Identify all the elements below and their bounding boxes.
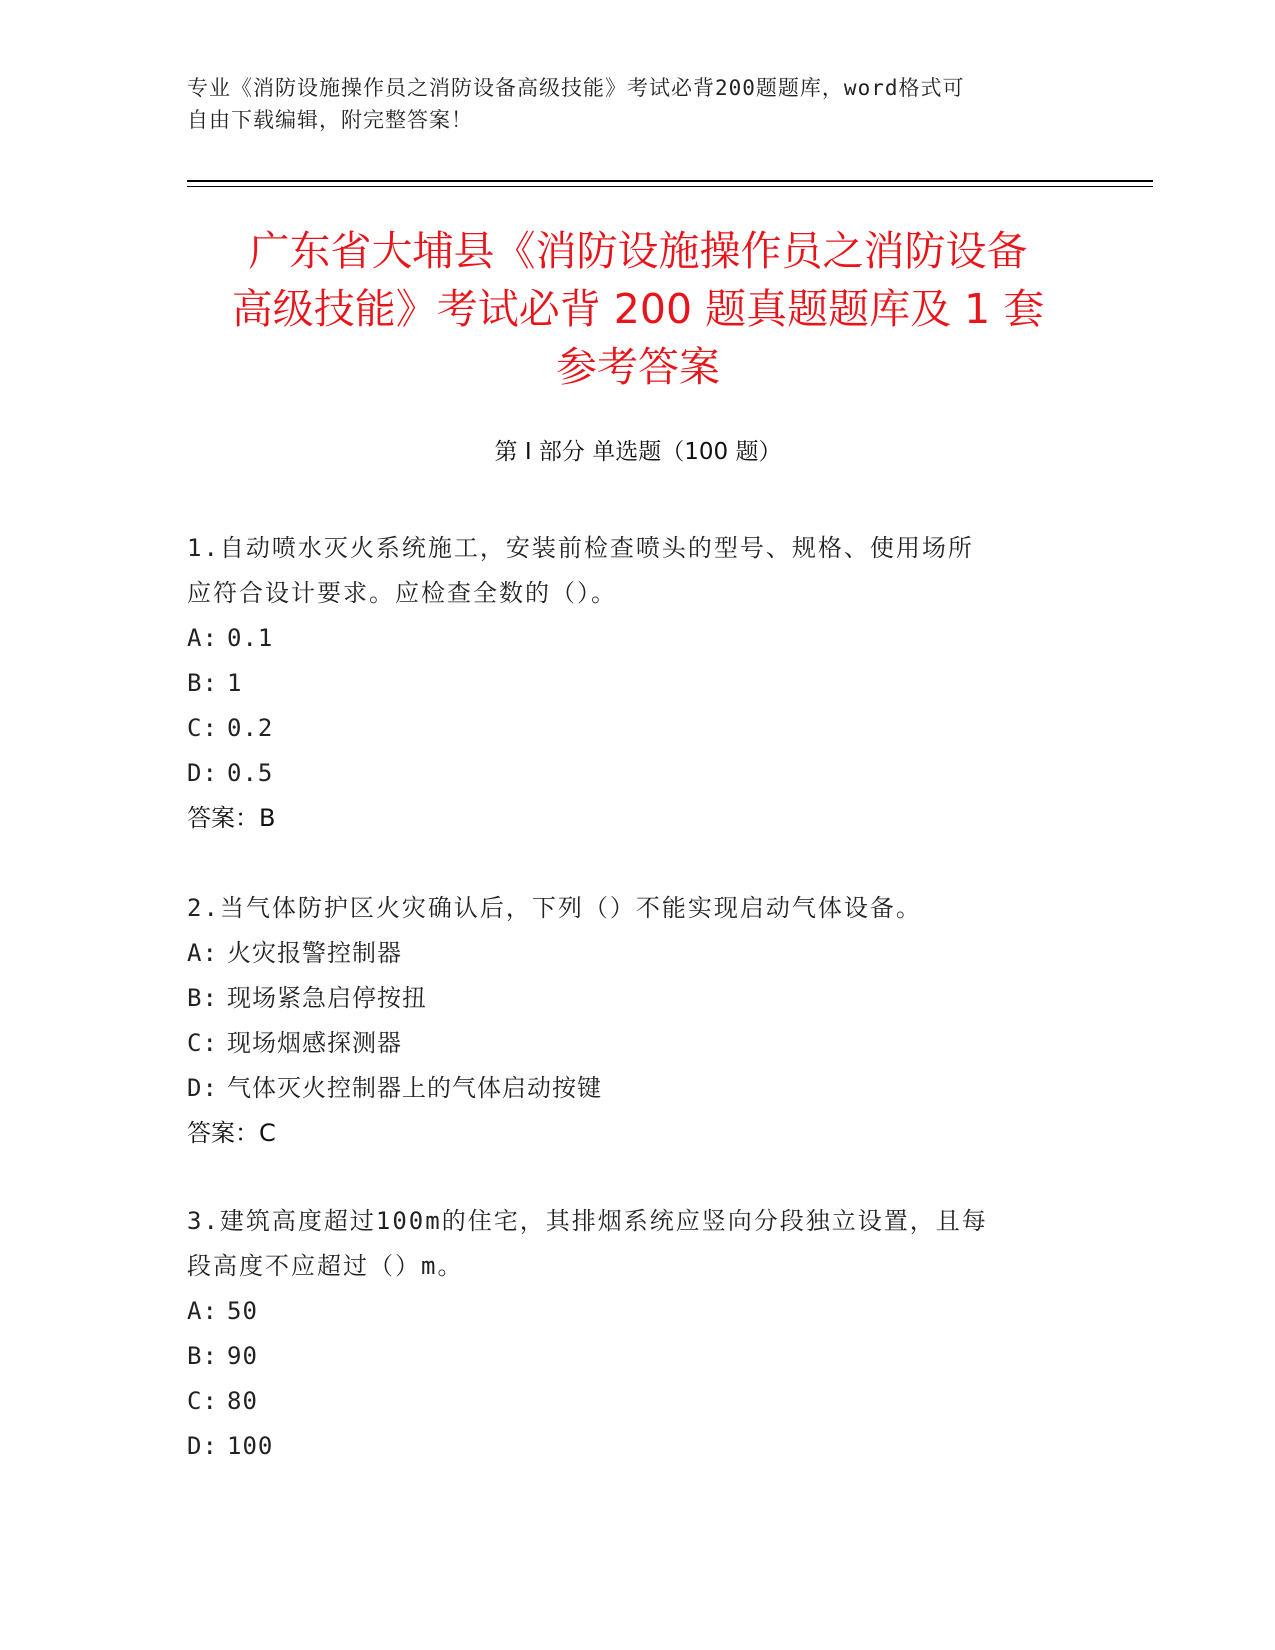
option-text: 0.5 <box>227 759 274 787</box>
question-stem <box>187 1199 1067 1289</box>
document-title <box>187 222 1089 396</box>
answer-key: 答案：B <box>187 804 276 832</box>
option-letter: C: <box>187 1387 218 1415</box>
header-divider <box>187 180 1153 182</box>
option-letter: D: <box>187 1432 218 1460</box>
option-letter: C: <box>187 714 218 742</box>
option-text: 0.2 <box>227 714 274 742</box>
header-divider <box>187 186 1153 187</box>
question-stem-line: 1.自动喷水灭火系统施工，安装前检查喷头的型号、规格、使用场所 <box>187 534 974 562</box>
option-text: 气体灭火控制器上的气体启动按键 <box>227 1074 602 1102</box>
option-text: 1 <box>227 669 243 697</box>
option-letter: D: <box>187 759 218 787</box>
option-d <box>187 1066 1067 1111</box>
answer-key: 答案：C <box>187 1119 276 1147</box>
option-a <box>187 1289 1067 1334</box>
option-text: 50 <box>227 1297 258 1325</box>
question-stem-line: 段高度不应超过（）m。 <box>187 1252 464 1280</box>
question-3 <box>187 1199 1067 1469</box>
option-b <box>187 976 1067 1021</box>
option-text: 火灾报警控制器 <box>227 939 402 967</box>
option-letter: B: <box>187 669 218 697</box>
option-c <box>187 1021 1067 1066</box>
option-letter: B: <box>187 1342 218 1370</box>
option-c <box>187 1379 1067 1424</box>
question-stem-line: 2.当气体防护区火灾确认后，下列（）不能实现启动气体设备。 <box>187 894 922 922</box>
option-text: 现场烟感探测器 <box>227 1029 402 1057</box>
header-note <box>187 72 1067 136</box>
document-title-line: 广东省大埔县《消防设施操作员之消防设备 <box>248 227 1028 275</box>
header-note-line: 自由下载编辑，附完整答案！ <box>187 108 473 132</box>
question-1 <box>187 526 1067 841</box>
option-c <box>187 706 1067 751</box>
option-d <box>187 1424 1067 1469</box>
option-text: 0.1 <box>227 624 274 652</box>
option-letter: A: <box>187 939 218 967</box>
option-a <box>187 616 1067 661</box>
option-d <box>187 751 1067 796</box>
option-b <box>187 661 1067 706</box>
option-text: 80 <box>227 1387 258 1415</box>
question-stem-line: 应符合设计要求。应检查全数的（）。 <box>187 579 617 607</box>
option-b <box>187 1334 1067 1379</box>
option-text: 现场紧急启停按扭 <box>227 984 427 1012</box>
document-title-line: 参考答案 <box>556 343 720 391</box>
option-letter: A: <box>187 624 218 652</box>
section-heading: 第 I 部分 单选题（100 题） <box>494 439 782 465</box>
option-letter: C: <box>187 1029 218 1057</box>
question-stem-line: 3.建筑高度超过100m的住宅，其排烟系统应竖向分段独立设置，且每 <box>187 1207 988 1235</box>
option-letter: B: <box>187 984 218 1012</box>
option-text: 90 <box>227 1342 258 1370</box>
question-stem <box>187 526 1067 616</box>
header-note-line: 专业《消防设施操作员之消防设备高级技能》考试必背200题题库，word格式可 <box>187 76 965 100</box>
option-letter: A: <box>187 1297 218 1325</box>
option-text: 100 <box>227 1432 274 1460</box>
option-letter: D: <box>187 1074 218 1102</box>
document-title-line: 高级技能》考试必背 200 题真题题库及 1 套 <box>231 285 1045 333</box>
question-2 <box>187 886 1067 1156</box>
question-stem <box>187 886 1067 931</box>
option-a <box>187 931 1067 976</box>
